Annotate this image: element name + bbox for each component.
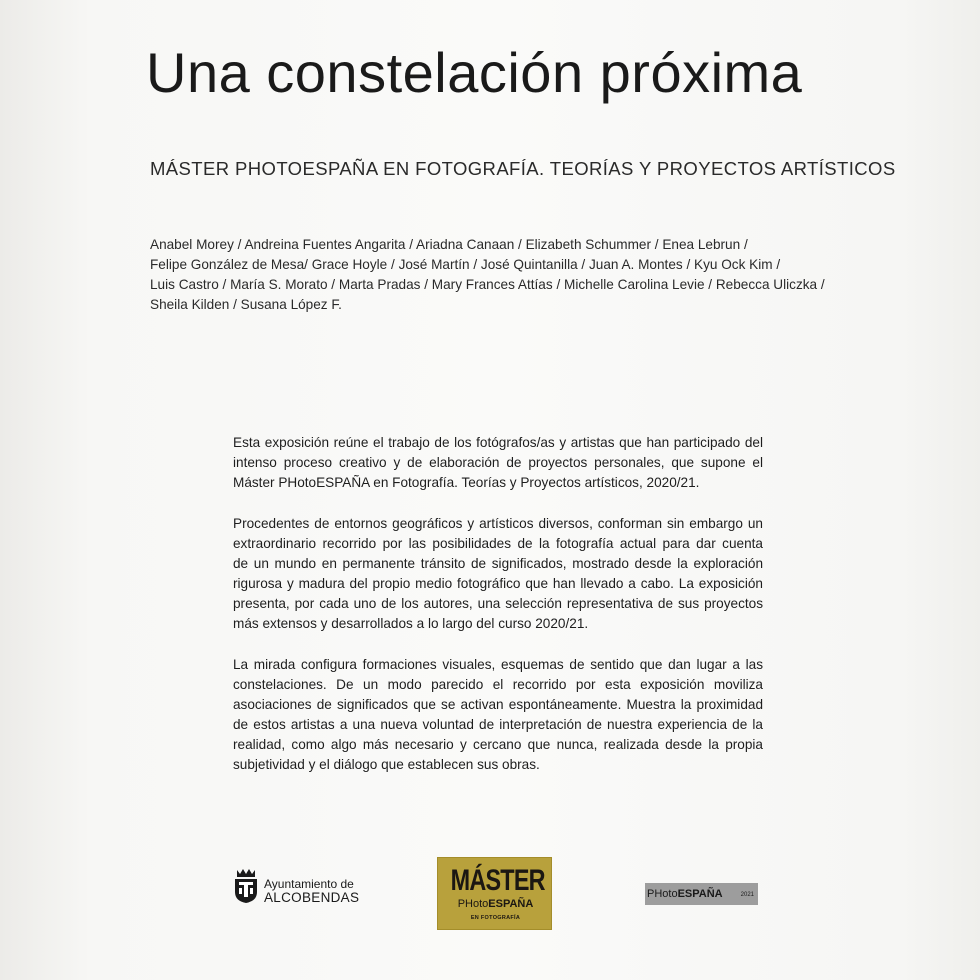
photoespana-logo bbox=[645, 883, 758, 905]
text-line: realidad, como algo más necesario y cercano que nunca, realizada desde la propia bbox=[233, 737, 763, 752]
alcobendas-logo bbox=[233, 864, 363, 912]
master-subtitle bbox=[438, 898, 553, 910]
exhibition-text bbox=[233, 433, 763, 796]
text-line: extraordinario recorrido por las posibilidades de la fotografía actual para dar cuenta bbox=[233, 536, 763, 551]
master-tagline: EN FOTOGRAFÍA bbox=[470, 915, 521, 921]
crest-icon bbox=[233, 868, 259, 904]
paragraph-2 bbox=[233, 514, 763, 634]
photoespana-bold: ESPAÑA bbox=[677, 888, 723, 900]
artists-line: Anabel Morey / Andreina Fuentes Angarita / Ariadna Canaan / Elizabeth Schummer / Enea Lebrun / bbox=[150, 237, 748, 252]
text-line: rigurosa y madura del propio medio fotográfico que han llevado a cabo. La exposición bbox=[233, 576, 763, 591]
paragraph-1 bbox=[233, 433, 763, 493]
text-line: de estos artistas a una nueva voluntad de interpretación de nuestra experiencia de la bbox=[233, 717, 763, 732]
text-line: Procedentes de entornos geográficos y artísticos diversos, conforman sin embargo un bbox=[233, 516, 763, 531]
artists-line: Luis Castro / María S. Morato / Marta Pradas / Mary Frances Attías / Michelle Carolina Levie / Rebecca Uliczka / bbox=[150, 277, 825, 292]
master-subtitle-bold: ESPAÑA bbox=[488, 898, 534, 910]
text-line: presenta, por cada uno de los autores, una selección representativa de sus proyectos bbox=[233, 596, 763, 611]
artists-line: Sheila Kilden / Susana López F. bbox=[150, 297, 342, 312]
text-line: de un mundo en permanente tránsito de significados, mostrado desde la exploración bbox=[233, 556, 763, 571]
master-title: MÁSTER bbox=[450, 864, 545, 897]
text-line: más extensos y desarrollados a lo largo del curso 2020/21. bbox=[233, 616, 589, 631]
text-line: Máster PHotoESPAÑA en Fotografía. Teorías y Proyectos artísticos, 2020/21. bbox=[233, 475, 700, 490]
alcobendas-line1: Ayuntamiento de bbox=[264, 877, 354, 891]
alcobendas-line2: ALCOBENDAS bbox=[264, 890, 360, 905]
master-subtitle-pre: PHoto bbox=[457, 898, 489, 910]
text-line: constelaciones. De un modo parecido el recorrido por esta exposición moviliza bbox=[233, 677, 763, 692]
artists-line: Felipe González de Mesa/ Grace Hoyle / José Martín / José Quintanilla / Juan A. Montes / Kyu Ock Kim / bbox=[150, 257, 781, 272]
photoespana-name bbox=[647, 888, 723, 900]
text-line: intenso proceso creativo y de elaboración de proyectos personales, que supone el bbox=[233, 455, 763, 470]
artists-list bbox=[150, 235, 870, 315]
text-line: subjetividad y el diálogo que establecen sus obras. bbox=[233, 757, 540, 772]
text-line: asociaciones de significados que se activan espontáneamente. Muestra la proximidad bbox=[233, 697, 763, 712]
master-logo bbox=[437, 857, 552, 930]
photoespana-year: 2021 bbox=[740, 892, 754, 898]
page-title: Una constelación próxima bbox=[146, 41, 803, 104]
subtitle: MÁSTER PHOTOESPAÑA EN FOTOGRAFÍA. TEORÍAS Y PROYECTOS ARTÍSTICOS bbox=[150, 158, 896, 179]
photoespana-pre: PHoto bbox=[647, 888, 678, 900]
paragraph-3 bbox=[233, 655, 763, 775]
text-line: La mirada configura formaciones visuales, esquemas de sentido que dan lugar a las bbox=[233, 657, 763, 672]
text-line: Esta exposición reúne el trabajo de los fotógrafos/as y artistas que han participado del bbox=[233, 435, 763, 450]
